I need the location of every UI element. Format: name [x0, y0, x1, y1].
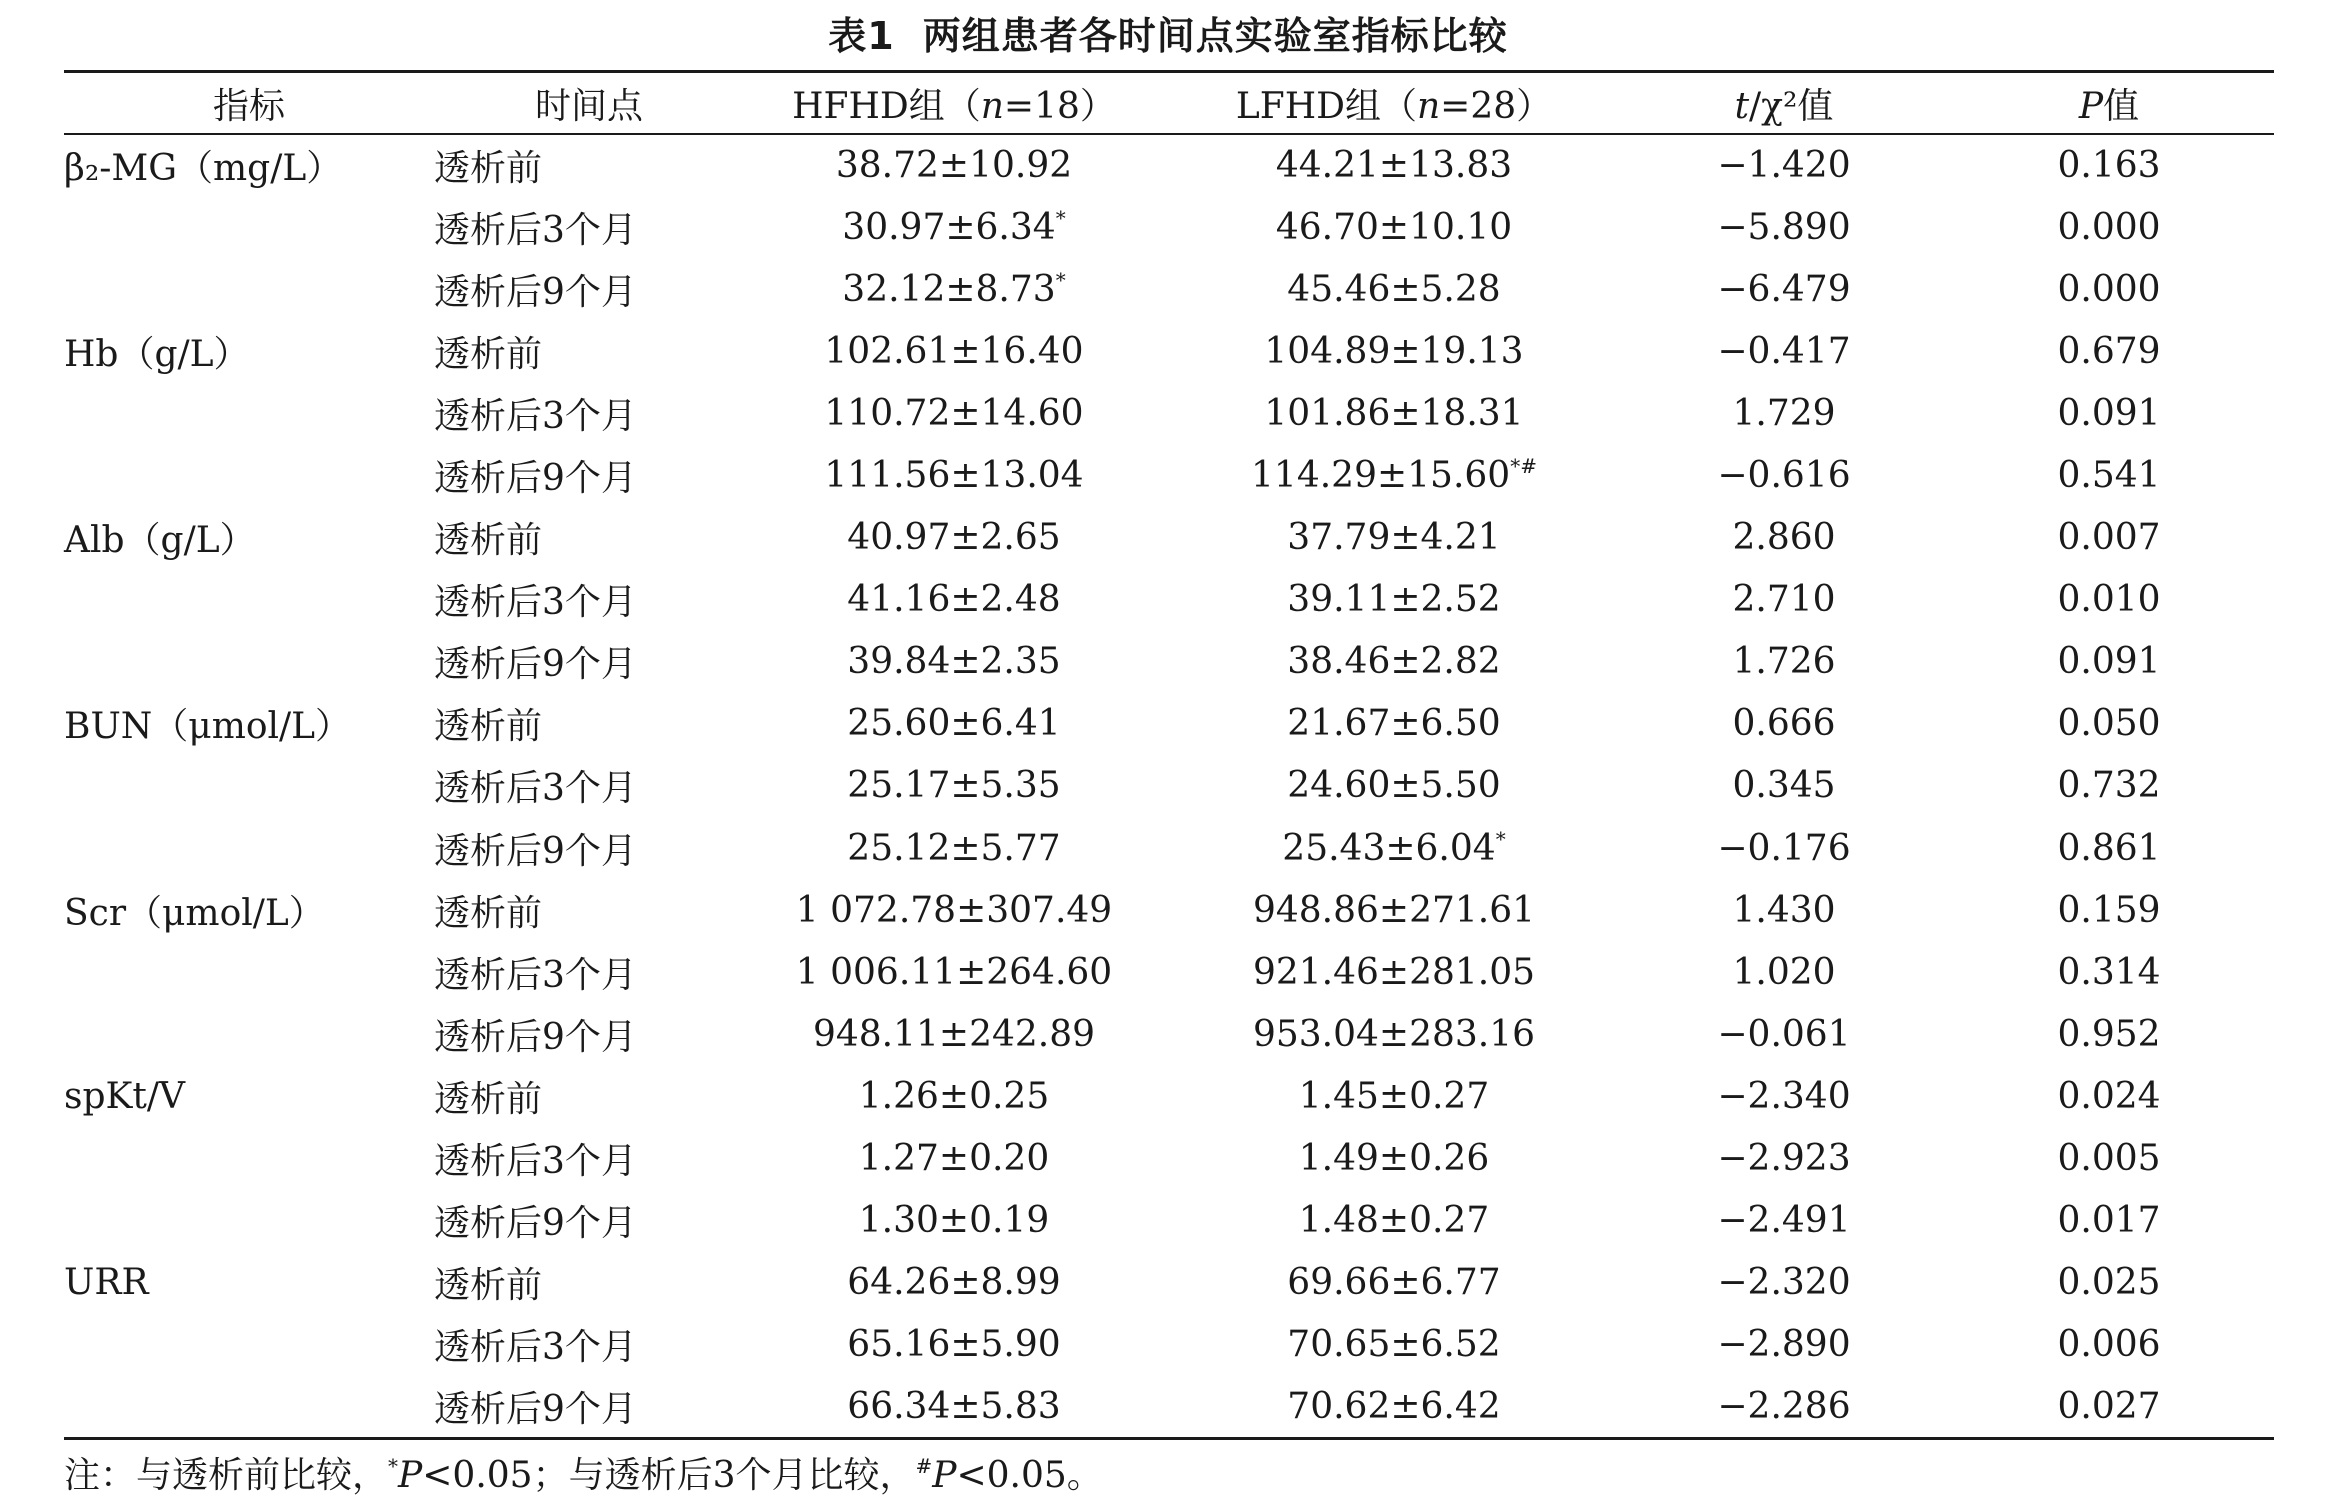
cell-p-value	[1944, 382, 2274, 444]
cell-lfhd	[1164, 1003, 1624, 1065]
cell-lfhd	[1164, 1252, 1624, 1314]
header-t-rest: /χ²值	[1749, 85, 1834, 127]
header-hfhd-prefix: HFHD组（	[792, 85, 981, 127]
cell-lfhd	[1164, 1190, 1624, 1252]
cell-t-value	[1624, 817, 1944, 879]
cell-lfhd-value: 37.79±4.21	[1287, 517, 1501, 559]
cell-indicator	[64, 817, 434, 879]
table-row	[64, 631, 2274, 693]
cell-lfhd-significance-mark: *	[1495, 826, 1506, 851]
cell-hfhd	[744, 1065, 1164, 1127]
cell-timepoint-value: 透析后9个月	[434, 644, 637, 686]
cell-t-value	[1624, 879, 1944, 941]
cell-indicator-value: Hb（g/L）	[64, 333, 250, 375]
header-lfhd-n: n	[1416, 85, 1441, 127]
cell-timepoint	[434, 444, 744, 506]
cell-lfhd-value: 70.65±6.52	[1287, 1324, 1501, 1366]
cell-hfhd-value: 25.12±5.77	[847, 827, 1061, 869]
cell-t-value-value: 1.020	[1732, 951, 1836, 993]
cell-hfhd	[744, 879, 1164, 941]
cell-timepoint-value: 透析前	[434, 520, 543, 562]
table-row	[64, 382, 2274, 444]
cell-lfhd-value: 45.46±5.28	[1287, 268, 1501, 310]
cell-timepoint-value: 透析后9个月	[434, 830, 637, 872]
cell-hfhd	[744, 320, 1164, 382]
table-number: 表1	[828, 14, 895, 58]
cell-indicator	[64, 382, 434, 444]
cell-hfhd-value: 1.30±0.19	[858, 1200, 1050, 1242]
cell-t-value-value: 0.345	[1732, 765, 1836, 807]
cell-p-value	[1944, 320, 2274, 382]
cell-lfhd-value: 101.86±18.31	[1264, 392, 1524, 434]
cell-hfhd	[744, 1252, 1164, 1314]
cell-indicator-value: β₂-MG（mg/L）	[64, 147, 343, 189]
cell-hfhd-value: 30.97±6.34	[842, 206, 1056, 248]
header-lfhd-prefix: LFHD组（	[1235, 85, 1417, 127]
cell-hfhd	[744, 134, 1164, 196]
cell-p-value	[1944, 631, 2274, 693]
cell-indicator	[64, 1128, 434, 1190]
cell-lfhd-value: 21.67±6.50	[1287, 703, 1501, 745]
cell-t-value-value: −0.616	[1717, 455, 1851, 497]
cell-p-value	[1944, 879, 2274, 941]
cell-indicator-value: BUN（μmol/L）	[64, 706, 352, 748]
cell-lfhd-significance-mark: *#	[1510, 454, 1537, 479]
cell-timepoint	[434, 382, 744, 444]
cell-hfhd	[744, 258, 1164, 320]
cell-p-value-value: 0.000	[2057, 206, 2161, 248]
cell-lfhd-value: 114.29±15.60	[1251, 455, 1511, 497]
cell-lfhd-value: 69.66±6.77	[1287, 1262, 1501, 1304]
header-t-chi	[1624, 72, 1944, 134]
header-hfhd	[744, 72, 1164, 134]
cell-t-value	[1624, 631, 1944, 693]
note-p1: P	[398, 1455, 423, 1496]
cell-p-value	[1944, 1065, 2274, 1127]
cell-timepoint-value: 透析后9个月	[434, 1389, 637, 1431]
cell-timepoint	[434, 1252, 744, 1314]
cell-hfhd	[744, 507, 1164, 569]
cell-indicator	[64, 1252, 434, 1314]
note-part2: <0.05；与透析后3个月比较，	[422, 1455, 916, 1496]
cell-indicator	[64, 569, 434, 631]
cell-t-value	[1624, 382, 1944, 444]
cell-p-value	[1944, 1003, 2274, 1065]
cell-indicator	[64, 941, 434, 1003]
cell-t-value	[1624, 1128, 1944, 1190]
cell-p-value	[1944, 444, 2274, 506]
cell-p-value-value: 0.541	[2057, 455, 2161, 497]
cell-t-value-value: −6.479	[1717, 268, 1851, 310]
cell-indicator	[64, 693, 434, 755]
cell-indicator-value: URR	[64, 1262, 149, 1304]
cell-hfhd-value: 1.27±0.20	[858, 1138, 1050, 1180]
cell-hfhd-value: 41.16±2.48	[847, 579, 1061, 621]
cell-p-value-value: 0.679	[2057, 330, 2161, 372]
cell-t-value-value: 1.430	[1732, 889, 1836, 931]
cell-hfhd-value: 102.61±16.40	[824, 330, 1084, 372]
cell-p-value	[1944, 1252, 2274, 1314]
cell-timepoint	[434, 1314, 744, 1376]
cell-p-value-value: 0.005	[2057, 1138, 2161, 1180]
cell-timepoint	[434, 507, 744, 569]
cell-timepoint	[434, 1003, 744, 1065]
cell-t-value	[1624, 941, 1944, 1003]
cell-lfhd-value: 70.62±6.42	[1287, 1386, 1501, 1428]
cell-p-value	[1944, 569, 2274, 631]
cell-p-value-value: 0.732	[2057, 765, 2161, 807]
cell-t-value	[1624, 1065, 1944, 1127]
cell-hfhd-significance-mark: *	[1055, 267, 1066, 292]
cell-p-value	[1944, 258, 2274, 320]
header-p	[1944, 72, 2274, 134]
cell-t-value	[1624, 134, 1944, 196]
cell-t-value-value: −2.320	[1717, 1262, 1851, 1304]
cell-lfhd-value: 44.21±13.83	[1275, 144, 1513, 186]
cell-p-value-value: 0.091	[2057, 392, 2161, 434]
cell-t-value	[1624, 1003, 1944, 1065]
cell-timepoint	[434, 1065, 744, 1127]
header-lfhd-suffix: =28）	[1440, 85, 1553, 127]
table-row	[64, 134, 2274, 196]
cell-lfhd	[1164, 1314, 1624, 1376]
cell-hfhd-value: 111.56±13.04	[824, 455, 1084, 497]
cell-indicator	[64, 631, 434, 693]
cell-timepoint-value: 透析后3个月	[434, 209, 637, 251]
cell-lfhd	[1164, 1065, 1624, 1127]
cell-hfhd	[744, 1376, 1164, 1438]
cell-timepoint-value: 透析后9个月	[434, 1203, 637, 1245]
cell-t-value	[1624, 1376, 1944, 1438]
table-row	[64, 444, 2274, 506]
header-row	[64, 72, 2274, 134]
table-row	[64, 1128, 2274, 1190]
cell-hfhd-value: 64.26±8.99	[847, 1262, 1061, 1304]
cell-lfhd	[1164, 507, 1624, 569]
table-caption	[0, 8, 2336, 64]
cell-indicator	[64, 196, 434, 258]
cell-timepoint-value: 透析后3个月	[434, 1141, 637, 1183]
cell-lfhd	[1164, 320, 1624, 382]
cell-timepoint-value: 透析前	[434, 333, 543, 375]
cell-t-value	[1624, 196, 1944, 258]
cell-timepoint-value: 透析后3个月	[434, 1327, 637, 1369]
header-p-rest: 值	[2103, 85, 2140, 127]
header-t-symbol: t	[1734, 85, 1750, 127]
table-body	[64, 134, 2274, 1438]
cell-lfhd	[1164, 941, 1624, 1003]
cell-p-value-value: 0.159	[2057, 889, 2161, 931]
header-timepoint: 时间点	[534, 85, 643, 127]
note-mark1: *	[388, 1454, 399, 1478]
note-p2: P	[932, 1455, 957, 1496]
cell-indicator-value: spKt/V	[64, 1075, 186, 1117]
cell-t-value	[1624, 1314, 1944, 1376]
cell-hfhd-value: 1.26±0.25	[858, 1075, 1050, 1117]
cell-lfhd-value: 948.86±271.61	[1252, 889, 1536, 931]
cell-lfhd-value: 25.43±6.04	[1282, 827, 1496, 869]
cell-timepoint-value: 透析后3个月	[434, 395, 637, 437]
cell-p-value-value: 0.000	[2057, 268, 2161, 310]
table-row	[64, 693, 2274, 755]
cell-lfhd-value: 24.60±5.50	[1287, 765, 1501, 807]
cell-p-value-value: 0.025	[2057, 1262, 2161, 1304]
header-hfhd-n: n	[980, 85, 1004, 127]
cell-timepoint	[434, 693, 744, 755]
table-row	[64, 1252, 2274, 1314]
header-lfhd	[1164, 72, 1624, 134]
cell-timepoint-value: 透析前	[434, 892, 543, 934]
cell-p-value	[1944, 693, 2274, 755]
cell-timepoint	[434, 879, 744, 941]
cell-timepoint	[434, 134, 744, 196]
cell-hfhd	[744, 569, 1164, 631]
cell-t-value-value: −2.286	[1717, 1386, 1851, 1428]
cell-t-value-value: 2.710	[1732, 579, 1836, 621]
note-mark2: #	[915, 1454, 933, 1478]
cell-t-value-value: 1.729	[1732, 392, 1836, 434]
cell-lfhd	[1164, 879, 1624, 941]
cell-timepoint-value: 透析前	[434, 147, 543, 189]
cell-t-value	[1624, 1190, 1944, 1252]
cell-lfhd	[1164, 1376, 1624, 1438]
cell-hfhd-value: 65.16±5.90	[847, 1324, 1061, 1366]
cell-lfhd	[1164, 196, 1624, 258]
header-indicator: 指标	[212, 85, 285, 127]
cell-lfhd	[1164, 382, 1624, 444]
cell-t-value-value: 0.666	[1732, 703, 1836, 745]
note-part3: <0.05。	[956, 1455, 1103, 1496]
cell-hfhd-value: 110.72±14.60	[824, 392, 1084, 434]
table-row	[64, 1003, 2274, 1065]
cell-timepoint	[434, 569, 744, 631]
cell-indicator	[64, 134, 434, 196]
cell-lfhd-value: 46.70±10.10	[1275, 206, 1513, 248]
cell-hfhd-value: 1 072.78±307.49	[795, 889, 1113, 931]
cell-indicator	[64, 507, 434, 569]
table-title: 两组患者各时间点实验室指标比较	[922, 14, 1508, 58]
cell-p-value	[1944, 817, 2274, 879]
cell-timepoint	[434, 817, 744, 879]
cell-p-value-value: 0.006	[2057, 1324, 2161, 1366]
cell-lfhd	[1164, 444, 1624, 506]
cell-p-value-value: 0.163	[2057, 144, 2161, 186]
cell-timepoint-value: 透析后9个月	[434, 458, 637, 500]
cell-p-value	[1944, 1314, 2274, 1376]
table-row	[64, 320, 2274, 382]
cell-indicator	[64, 1314, 434, 1376]
cell-p-value-value: 0.010	[2057, 579, 2161, 621]
cell-lfhd-value: 104.89±19.13	[1264, 330, 1524, 372]
cell-timepoint	[434, 258, 744, 320]
cell-indicator	[64, 258, 434, 320]
cell-timepoint-value: 透析后3个月	[434, 954, 637, 996]
cell-indicator-value: Scr（μmol/L）	[64, 892, 325, 934]
cell-lfhd-value: 1.49±0.26	[1298, 1138, 1490, 1180]
table-row	[64, 755, 2274, 817]
cell-t-value	[1624, 507, 1944, 569]
cell-hfhd	[744, 817, 1164, 879]
cell-lfhd	[1164, 1128, 1624, 1190]
table-row	[64, 258, 2274, 320]
cell-hfhd-value: 32.12±8.73	[842, 268, 1056, 310]
cell-p-value-value: 0.007	[2057, 517, 2161, 559]
cell-timepoint-value: 透析前	[434, 706, 543, 748]
cell-indicator	[64, 320, 434, 382]
cell-hfhd-value: 38.72±10.92	[835, 144, 1073, 186]
cell-p-value	[1944, 1128, 2274, 1190]
table-row	[64, 1065, 2274, 1127]
cell-hfhd-value: 25.60±6.41	[847, 703, 1061, 745]
cell-t-value-value: −2.340	[1717, 1075, 1851, 1117]
cell-indicator	[64, 1003, 434, 1065]
table-row	[64, 1376, 2274, 1438]
cell-hfhd	[744, 1128, 1164, 1190]
cell-p-value	[1944, 755, 2274, 817]
cell-lfhd-value: 1.48±0.27	[1298, 1200, 1490, 1242]
cell-indicator	[64, 1190, 434, 1252]
cell-t-value-value: 2.860	[1732, 517, 1836, 559]
cell-t-value	[1624, 569, 1944, 631]
cell-p-value-value: 0.952	[2057, 1013, 2161, 1055]
cell-timepoint	[434, 941, 744, 1003]
cell-lfhd	[1164, 569, 1624, 631]
cell-t-value-value: −2.890	[1717, 1324, 1851, 1366]
cell-t-value	[1624, 1252, 1944, 1314]
cell-timepoint	[434, 196, 744, 258]
cell-hfhd	[744, 444, 1164, 506]
cell-timepoint-value: 透析前	[434, 1078, 543, 1120]
cell-hfhd-value: 39.84±2.35	[847, 641, 1061, 683]
cell-p-value-value: 0.050	[2057, 703, 2161, 745]
cell-lfhd	[1164, 693, 1624, 755]
cell-p-value-value: 0.314	[2057, 951, 2161, 993]
cell-p-value-value: 0.027	[2057, 1386, 2161, 1428]
cell-hfhd	[744, 631, 1164, 693]
cell-t-value	[1624, 444, 1944, 506]
cell-t-value-value: −0.417	[1717, 330, 1851, 372]
cell-hfhd-value: 66.34±5.83	[847, 1386, 1061, 1428]
cell-indicator-value: Alb（g/L）	[64, 520, 256, 562]
cell-timepoint	[434, 1376, 744, 1438]
cell-indicator	[64, 755, 434, 817]
cell-p-value-value: 0.861	[2057, 827, 2161, 869]
cell-lfhd	[1164, 134, 1624, 196]
table-row	[64, 941, 2274, 1003]
cell-timepoint	[434, 1128, 744, 1190]
cell-t-value	[1624, 258, 1944, 320]
cell-hfhd	[744, 196, 1164, 258]
cell-t-value-value: −5.890	[1717, 206, 1851, 248]
cell-hfhd-significance-mark: *	[1055, 205, 1066, 230]
cell-t-value-value: −0.061	[1717, 1013, 1851, 1055]
table-row	[64, 1190, 2274, 1252]
cell-hfhd	[744, 941, 1164, 1003]
cell-timepoint-value: 透析后9个月	[434, 271, 637, 313]
table-row	[64, 1314, 2274, 1376]
cell-t-value	[1624, 755, 1944, 817]
cell-indicator	[64, 444, 434, 506]
cell-hfhd-value: 1 006.11±264.60	[795, 951, 1113, 993]
cell-timepoint-value: 透析前	[434, 1265, 543, 1307]
cell-lfhd	[1164, 817, 1624, 879]
cell-timepoint-value: 透析后3个月	[434, 768, 637, 810]
cell-hfhd	[744, 755, 1164, 817]
table-row	[64, 879, 2274, 941]
cell-p-value	[1944, 134, 2274, 196]
table-row	[64, 817, 2274, 879]
cell-hfhd-value: 40.97±2.65	[847, 517, 1061, 559]
cell-lfhd-value: 1.45±0.27	[1298, 1075, 1490, 1117]
cell-lfhd-value: 39.11±2.52	[1287, 579, 1501, 621]
cell-p-value	[1944, 507, 2274, 569]
cell-p-value	[1944, 941, 2274, 1003]
cell-timepoint	[434, 1190, 744, 1252]
cell-hfhd-value: 948.11±242.89	[812, 1013, 1096, 1055]
table-row	[64, 507, 2274, 569]
cell-t-value	[1624, 693, 1944, 755]
cell-timepoint-value: 透析后9个月	[434, 1016, 637, 1058]
cell-p-value	[1944, 1190, 2274, 1252]
cell-p-value-value: 0.024	[2057, 1075, 2161, 1117]
header-hfhd-suffix: =18）	[1003, 85, 1116, 127]
cell-indicator	[64, 1065, 434, 1127]
cell-t-value-value: 1.726	[1732, 641, 1836, 683]
cell-p-value-value: 0.091	[2057, 641, 2161, 683]
table-row	[64, 196, 2274, 258]
cell-hfhd	[744, 693, 1164, 755]
cell-timepoint	[434, 755, 744, 817]
cell-hfhd	[744, 1314, 1164, 1376]
cell-p-value-value: 0.017	[2057, 1200, 2161, 1242]
cell-lfhd	[1164, 631, 1624, 693]
cell-p-value	[1944, 1376, 2274, 1438]
cell-timepoint-value: 透析后3个月	[434, 582, 637, 624]
cell-lfhd	[1164, 258, 1624, 320]
cell-t-value-value: −2.491	[1717, 1200, 1851, 1242]
cell-hfhd	[744, 1190, 1164, 1252]
cell-timepoint	[434, 320, 744, 382]
cell-indicator	[64, 1376, 434, 1438]
cell-t-value-value: −0.176	[1717, 827, 1851, 869]
cell-p-value	[1944, 196, 2274, 258]
cell-lfhd-value: 953.04±283.16	[1252, 1013, 1536, 1055]
cell-lfhd-value: 38.46±2.82	[1287, 641, 1501, 683]
table-note	[64, 1448, 1103, 1504]
table-row	[64, 569, 2274, 631]
cell-timepoint	[434, 631, 744, 693]
cell-hfhd	[744, 382, 1164, 444]
cell-indicator	[64, 879, 434, 941]
cell-t-value-value: −2.923	[1717, 1138, 1851, 1180]
header-p-symbol: P	[2078, 85, 2104, 127]
cell-lfhd	[1164, 755, 1624, 817]
cell-t-value	[1624, 320, 1944, 382]
note-part1: 注：与透析前比较，	[64, 1455, 389, 1496]
cell-hfhd	[744, 1003, 1164, 1065]
cell-lfhd-value: 921.46±281.05	[1252, 951, 1536, 993]
cell-hfhd-value: 25.17±5.35	[847, 765, 1061, 807]
results-table	[64, 72, 2274, 1438]
cell-t-value-value: −1.420	[1717, 144, 1851, 186]
